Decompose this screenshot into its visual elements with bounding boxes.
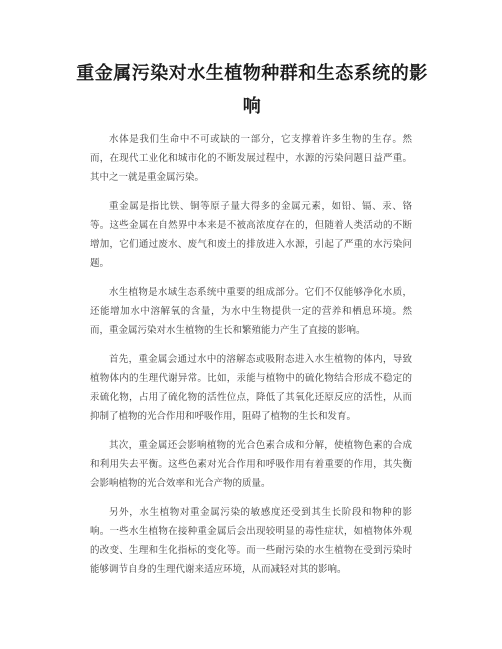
paragraph-1: 水体是我们生命中不可或缺的一部分，它支撑着许多生物的生存。然而，在现代工业化和城市化的不断发展过程中，水源的污染问题日益严重。其中之一就是重金属污染。	[90, 134, 412, 183]
paragraph-4: 首先，重金属会通过水中的溶解态或吸附态进入水生植物的体内，导致植物体内的生理代谢异常。比如，汞能与植物中的硫化物结合形成不稳定的汞硫化物，占用了硫化物的活性位点，降低了其氧化还原反应的活性，从而抑制了植物的光合作用和呼吸作用，阻碍了植物的生长和发育。	[90, 354, 412, 422]
paragraph-5: 其次，重金属还会影响植物的光合色素合成和分解，使植物色素的合成和利用失去平衡。这些色素对光合作用和呼吸作用有着重要的作用，其失衡会影响植物的光合效率和光合产物的质量。	[90, 440, 412, 489]
paragraph-6: 另外，水生植物对重金属污染的敏感度还受到其生长阶段和物种的影响。一些水生植物在接种重金属后会出现较明显的毒性症状，如植物体外观的改变、生理和生化指标的变化等。而一些耐污染的水生植物在受到污染时能够调节自身的生理代谢来适应环境，从而减轻对其的影响。	[90, 507, 412, 575]
document-body	[90, 130, 412, 589]
document-title: 重金属污染对水生植物种群和生态系统的影响	[76, 63, 428, 117]
paragraph-3: 水生植物是水域生态系统中重要的组成部分。它们不仅能够净化水质，还能增加水中溶解氧的含量，为水中生物提供一定的营养和栖息环境。然而，重金属污染对水生植物的生长和繁殖能力产生了直接的影响。	[90, 287, 412, 336]
paragraph-2: 重金属是指比铁、铜等原子量大得多的金属元素，如铅、镉、汞、铬等。这些金属在自然界中本来是不被高浓度存在的，但随着人类活动的不断增加，它们通过废水、废气和废土的排放进入水源，引起了严重的水污染问题。	[90, 201, 412, 269]
